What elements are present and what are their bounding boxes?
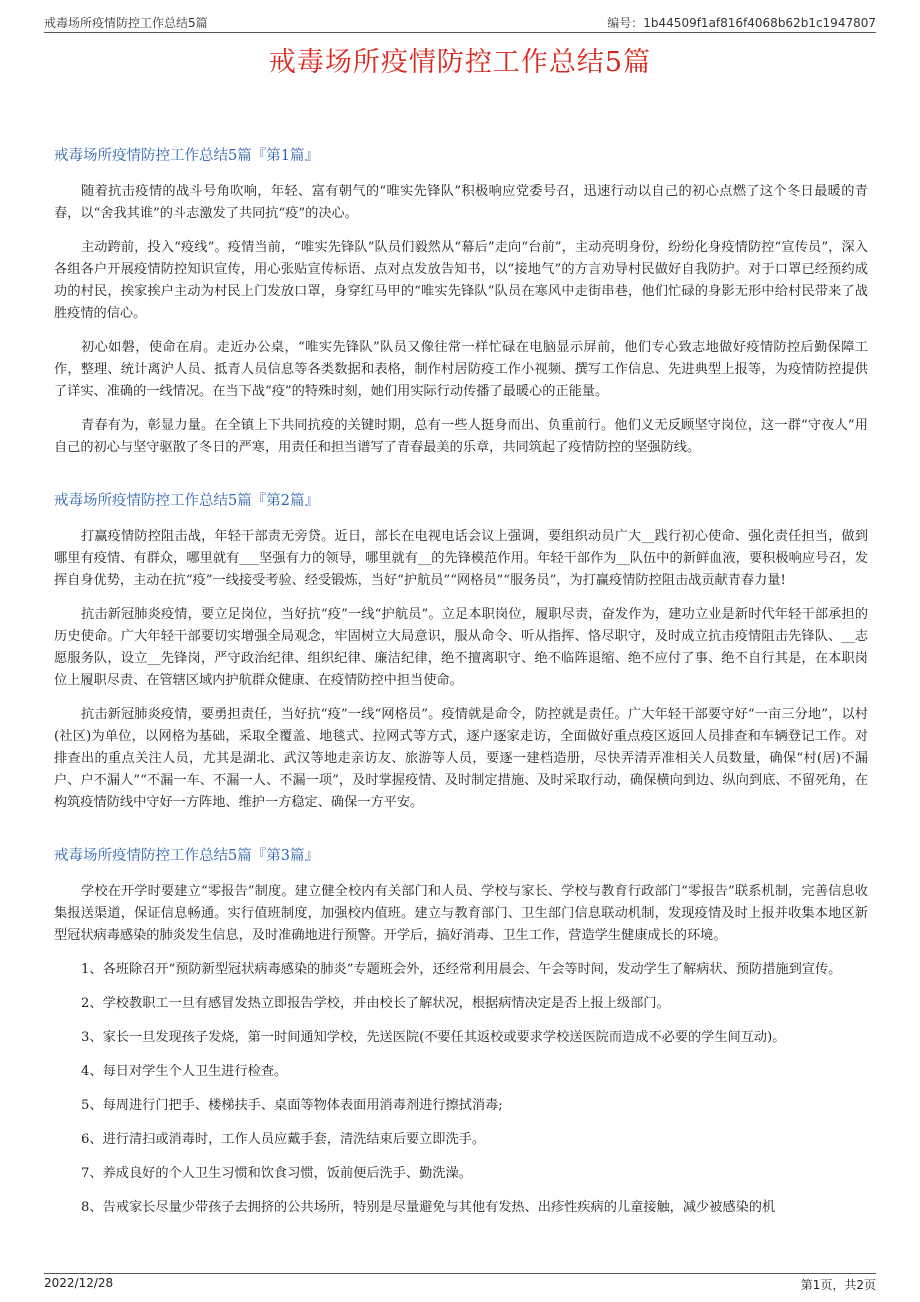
paragraph: 抗击新冠肺炎疫情，要立足岗位，当好抗“疫”一线“护航员”。立足本职岗位，履职尽责，奋发作为，建功立业是新时代年轻干部承担的历史使命。广大年轻干部要切实增强全局观念，牢固树立大局意识，服从命令、听从指挥、恪尽职守，及时成立抗击疫情阻击先锋队、__志愿服务队，设立__先锋岗，严守政治纪律、组织纪律、廉洁纪律，绝不擅离职守、绝不临阵退缩、绝不应付了事、绝不自行其是，在本职岗位上履职尽责、在管辖区域内护航群众健康、在疫情防控中担当使命。 <box>54 607 868 688</box>
list-item: 8、告戒家长尽量少带孩子去拥挤的公共场所，特别是尽量避免与其他有发热、出疹性疾病的儿童接触，减少被感染的机 <box>81 1200 776 1215</box>
document-title: 戒毒场所疫情防控工作总结5篇 <box>268 47 652 78</box>
header-doc-title: 戒毒场所疫情防控工作总结5篇 <box>44 16 208 30</box>
section-heading: 戒毒场所疫情防控工作总结5篇『第1篇』 <box>54 148 319 164</box>
section-heading: 戒毒场所疫情防控工作总结5篇『第3篇』 <box>54 848 319 864</box>
page-footer <box>44 1273 876 1292</box>
list-item: 3、家长一旦发现孩子发烧，第一时间通知学校，先送医院(不要任其返校或要求学校送医院而造成不必要的学生间互动)。 <box>81 1030 786 1045</box>
list-item: 6、进行清扫或消毒时，工作人员应戴手套，清洗结束后要立即洗手。 <box>81 1132 486 1147</box>
list-item: 5、每周进行门把手、楼梯扶手、桌面等物体表面用消毒剂进行擦拭消毒; <box>81 1098 503 1113</box>
paragraph: 主动跨前，投入“疫线”。疫情当前，“唯实先锋队”队员们毅然从“幕后”走向“台前”，主动亮明身份，纷纷化身疫情防控“宣传员”，深入各组各户开展疫情防控知识宣传，用心张贴宣传标语、点对点发放告知书，以“接地气”的方言劝导村民做好自我防护。对于口罩已经预约成功的村民，挨家挨户主动为村民上门发放口罩，身穿红马甲的“唯实先锋队”队员在寒风中走街串巷，他们忙碌的身影无形中给村民带来了战胜疫情的信心。 <box>54 240 868 321</box>
paragraph: 青春有为，彰显力量。在全镇上下共同抗疫的关键时期，总有一些人挺身而出、负重前行。他们义无反顾坚守岗位，这一群“守夜人”用自己的初心与坚守驱散了冬日的严寒，用责任和担当谱写了青春最美的乐章，共同筑起了疫情防控的坚强防线。 <box>54 418 868 455</box>
list-item: 7、养成良好的个人卫生习惯和饮食习惯，饭前便后洗手、勤洗澡。 <box>81 1166 472 1181</box>
paragraph: 随着抗击疫情的战斗号角吹响，年轻、富有朝气的“唯实先锋队”积极响应党委号召，迅速行动以自己的初心点燃了这个冬日最暖的青春，以“舍我其谁”的斗志激发了共同抗“疫”的决心。 <box>54 184 868 221</box>
list-item: 2、学校教职工一旦有感冒发热立即报告学校，并由校长了解状况，根据病情决定是否上报上级部门。 <box>81 996 670 1011</box>
header-doc-id: 编号：1b44509f1af816f4068b62b1c1947807 <box>607 16 876 30</box>
section-2 <box>54 489 868 814</box>
paragraph: 打赢疫情防控阻击战，年轻干部责无旁贷。近日，部长在电视电话会议上强调，要组织动员广大__践行初心使命、强化责任担当，做到哪里有疫情、有群众，哪里就有___坚强有力的领导，哪里就有__的先锋模范作用。年轻干部作为__队伍中的新鲜血液，要积极响应号召，发挥自身优势，主动在抗“疫”一线接受考验、经受锻炼，当好“护航员”“网格员”“服务员”，为打赢疫情防控阻击战贡献青春力量! <box>54 529 868 588</box>
footer-page-number: 第1页，共2页 <box>800 1278 876 1292</box>
section-1 <box>54 144 868 459</box>
document-body <box>54 128 868 1249</box>
page-header <box>44 10 876 33</box>
section-heading: 戒毒场所疫情防控工作总结5篇『第2篇』 <box>54 493 319 509</box>
footer-date: 2022/12/28 <box>44 1276 114 1290</box>
list-item: 1、各班除召开“预防新型冠状病毒感染的肺炎”专题班会外，还经常利用晨会、午会等时间，发动学生了解病状、预防措施到宣传。 <box>81 962 842 977</box>
paragraph: 初心如磐，使命在肩。走近办公桌，“唯实先锋队”队员又像往常一样忙碌在电脑显示屏前，他们专心致志地做好疫情防控后勤保障工作，整理、统计离沪人员、抵青人员信息等各类数据和表格，制作村居防疫工作小视频、撰写工作信息、先进典型上报等，为疫情防控提供了详实、准确的一线情况。在当下战“疫”的特殊时刻，她们用实际行动传播了最暖心的正能量。 <box>54 340 868 399</box>
paragraph: 学校在开学时要建立“零报告”制度。建立健全校内有关部门和人员、学校与家长、学校与教育行政部门“零报告”联系机制，完善信息收集报送渠道，保证信息畅通。实行值班制度，加强校内值班。建立与教育部门、卫生部门信息联动机制，发现疫情及时上报并收集本地区新型冠状病毒感染的肺炎发生信息，及时准确地进行预警。开学后，搞好消毒、卫生工作，营造学生健康成长的环境。 <box>54 884 868 943</box>
section-3 <box>54 844 868 1219</box>
list-item: 4、每日对学生个人卫生进行检查。 <box>81 1064 288 1079</box>
paragraph: 抗击新冠肺炎疫情，要勇担责任，当好抗“疫”一线“网格员”。疫情就是命令，防控就是责任。广大年轻干部要守好“一亩三分地”，以村(社区)为单位，以网格为基础，采取全覆盖、地毯式、拉网式等方式，逐户逐家走访，全面做好重点疫区返回人员排查和车辆登记工作。对排查出的重点关注人员，尤其是湖北、武汉等地走亲访友、旅游等人员，要逐一建档造册，尽快弄清弄准相关人员数量，确保“村(居)不漏户、户不漏人”“不漏一车、不漏一人、不漏一项”，及时掌握疫情、及时制定措施、及时采取行动，确保横向到边、纵向到底、不留死角，在构筑疫情防线中守好一方阵地、维护一方稳定、确保一方平安。 <box>54 707 868 810</box>
